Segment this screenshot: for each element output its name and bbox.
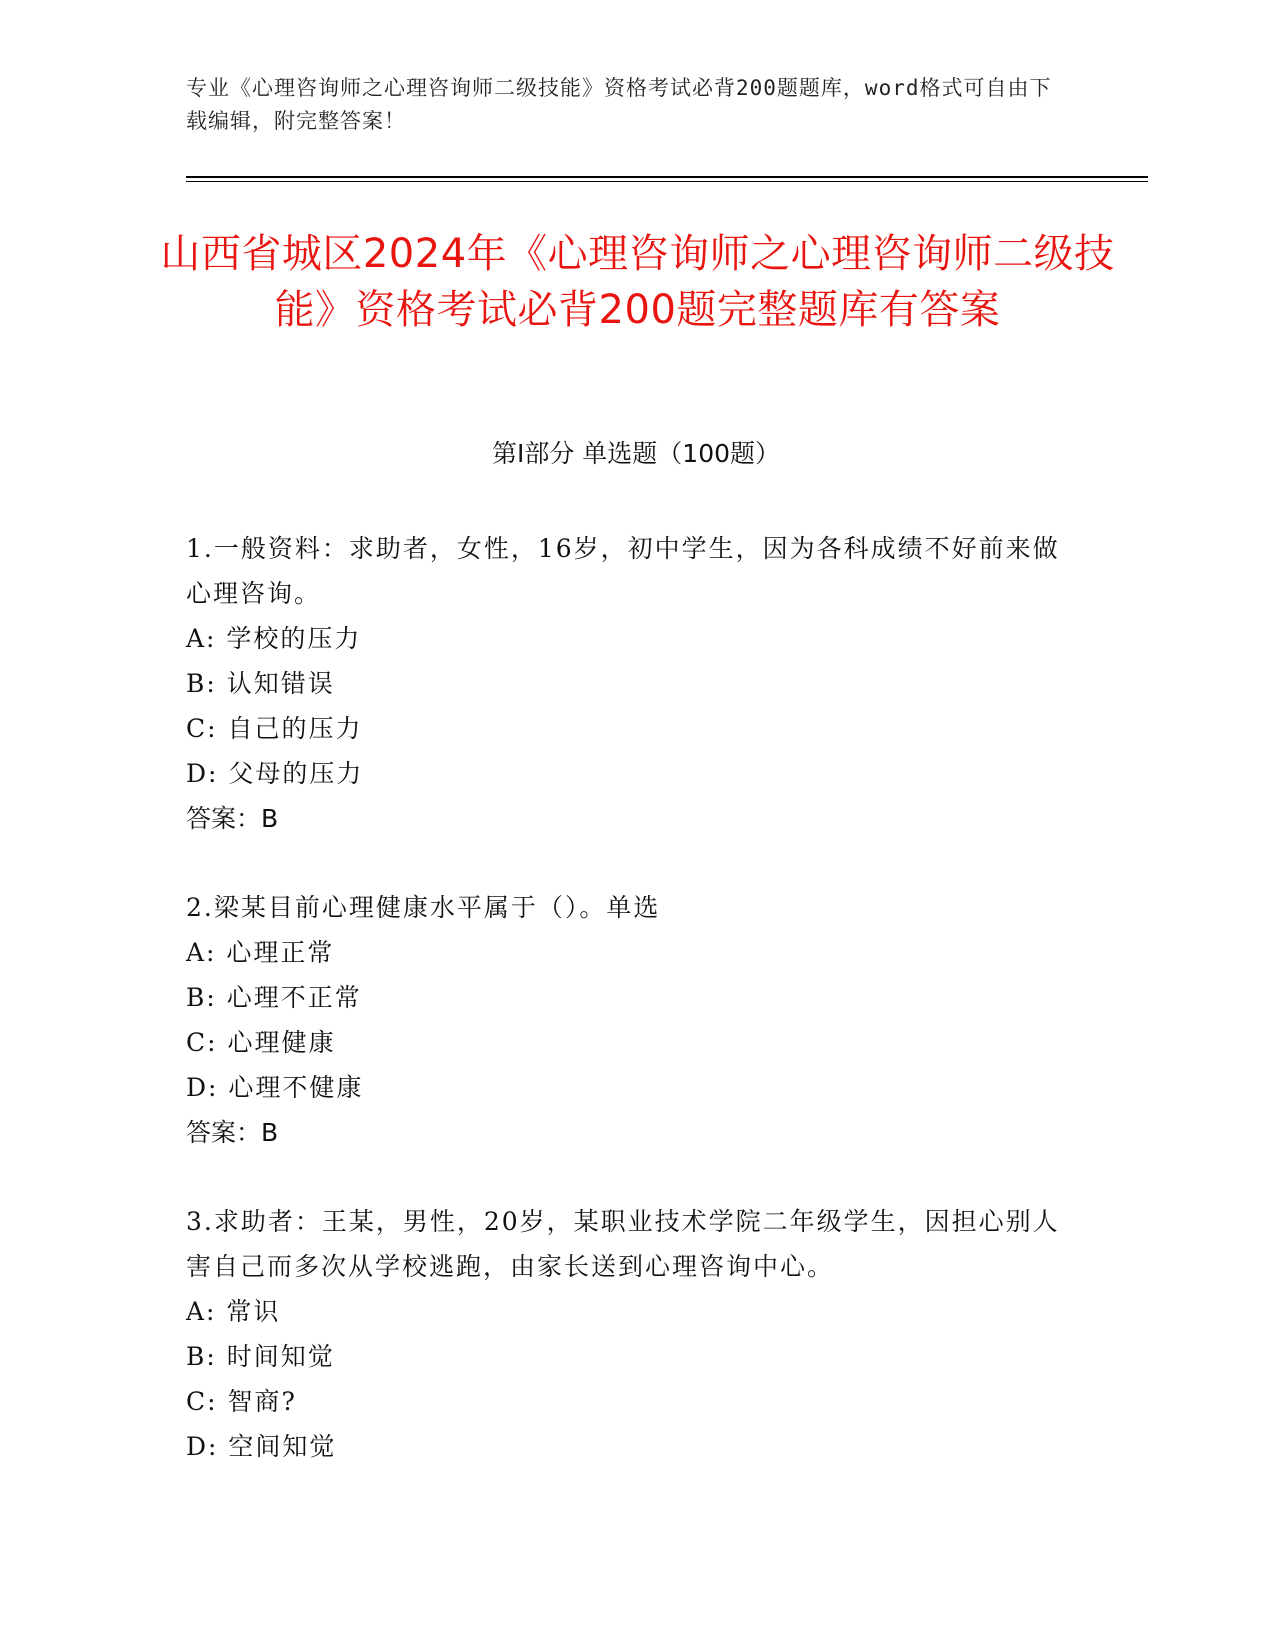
answer-line: 答案：B (186, 1118, 279, 1147)
option-b: B: 认知错误 (186, 669, 335, 698)
option-a: A: 心理正常 (186, 938, 335, 967)
question-stem: 3.求助者：王某，男性，20岁，某职业技术学院二年级学生，因担心别人害自己而多次从学校逃跑，由家长送到心理咨询中心。 (186, 1207, 1060, 1281)
question-item (186, 885, 1066, 1155)
option-a: A: 学校的压力 (186, 624, 362, 653)
option-d: D: 空间知觉 (186, 1432, 337, 1461)
question-item (186, 1199, 1066, 1469)
section-title: 第Ⅰ部分 单选题（100题） (491, 439, 781, 468)
option-b: B: 心理不正常 (186, 983, 362, 1012)
question-list (186, 526, 1066, 1513)
option-c: C: 自己的压力 (186, 714, 363, 743)
option-b: B: 时间知觉 (186, 1342, 335, 1371)
option-d: D: 心理不健康 (186, 1073, 364, 1102)
question-item (186, 526, 1066, 841)
header-divider-thin (186, 181, 1148, 182)
document-title: 山西省城区2024年《心理咨询师之心理咨询师二级技能》资格考试必背200题完整题库有答案 (160, 231, 1115, 333)
answer-line: 答案：B (186, 804, 279, 833)
option-a: A: 常识 (186, 1297, 281, 1326)
option-c: C: 心理健康 (186, 1028, 336, 1057)
header-note: 专业《心理咨询师之心理咨询师二级技能》资格考试必背200题题库，word格式可自由下载编辑，附完整答案！ (186, 76, 1052, 133)
question-stem: 2.梁某目前心理健康水平属于（）。单选 (186, 893, 661, 922)
question-stem: 1.一般资料：求助者，女性，16岁，初中学生，因为各科成绩不好前来做心理咨询。 (186, 534, 1060, 608)
header-divider-thick (186, 176, 1148, 178)
option-c: C: 智商? (186, 1387, 297, 1416)
option-d: D: 父母的压力 (186, 759, 364, 788)
